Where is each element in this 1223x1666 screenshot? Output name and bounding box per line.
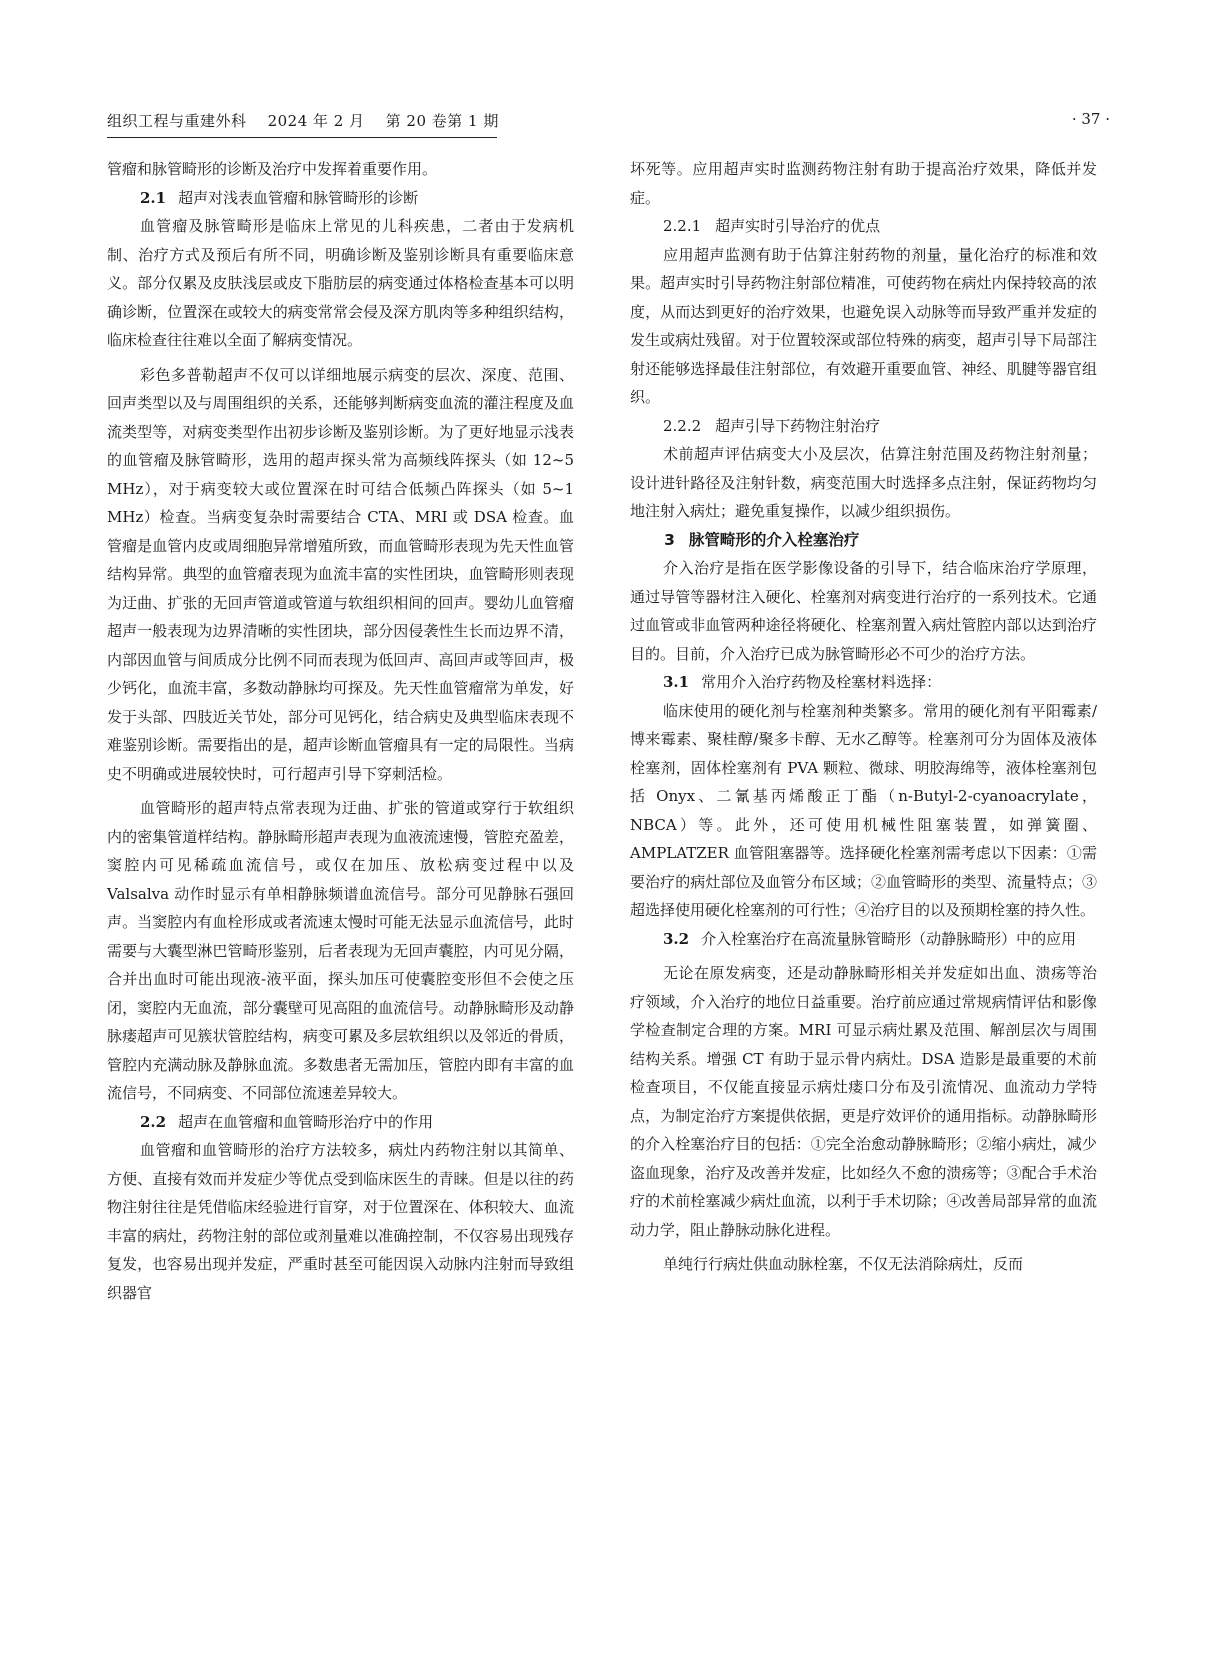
section-number: 3.2 (663, 929, 690, 948)
section-heading-2-2 (107, 1108, 574, 1137)
left-column (107, 155, 574, 1307)
paragraph: 术前超声评估病变大小及层次，估算注射范围及药物注射剂量；设计进针路径及注射针数，病变范围大时选择多点注射，保证药物均匀地注射入病灶；避免重复操作，以减少组织损伤。 (630, 445, 1097, 520)
journal-info: 组织工程与重建外科 2024 年 2 月 第 20 卷第 1 期 (107, 112, 499, 130)
section-title: 超声对浅表血管瘤和脉管畸形的诊断 (178, 188, 419, 207)
paragraph: 介入治疗是指在医学影像设备的引导下，结合临床治疗学原理，通过导管等器材注入硬化、栓塞剂对病变进行治疗的一系列技术。它通过血管或非血管两种途径将硬化、栓塞剂置入病灶管腔内部以达到治疗目的。目前，介入治疗已成为脉管畸形必不可少的治疗方法。 (630, 559, 1097, 663)
section-title: 介入栓塞治疗在高流量脉管畸形（动静脉畸形）中的应用 (701, 929, 1077, 948)
right-column (630, 155, 1097, 1279)
section-number: 2.2.2 (663, 416, 702, 435)
paragraph: 应用超声监测有助于估算注射药物的剂量，量化治疗的标准和效果。超声实时引导药物注射部位精准，可使药物在病灶内保持较高的浓度，从而达到更好的治疗效果，也避免误入动脉等而导致严重并发症的发生或病灶残留。对于位置较深或部位特殊的病变，超声引导下局部注射还能够选择最佳注射部位，有效避开重要血管、神经、肌腱等器官组织。 (630, 245, 1097, 406)
section-heading-2-2-1 (630, 212, 1097, 241)
paragraph: 坏死等。应用超声实时监测药物注射有助于提高治疗效果，降低并发症。 (630, 160, 1097, 207)
page-number: · 37 · (1071, 110, 1110, 128)
section-title: 超声在血管瘤和血管畸形治疗中的作用 (178, 1112, 434, 1131)
section-title: 常用介入治疗药物及栓塞材料选择： (701, 673, 942, 691)
section-title: 脉管畸形的介入栓塞治疗 (688, 530, 860, 549)
paragraph: 彩色多普勒超声不仅可以详细地展示病变的层次、深度、范围、回声类型以及与周围组织的关系，还能够判断病变血流的灌注程度及血流类型等，对病变类型作出初步诊断及鉴别诊断。为了更好地显示浅表的血管瘤及脉管畸形，选用的超声探头常为高频线阵探头（如 12~5 MHz），对于病变较大或位置深在时可结合低频凸阵探头（如 5~1 MHz）检查。当病变复杂时需要结合 CTA、MRI 或 DSA 检查。血管瘤是血管内皮或周细胞异常增殖所致，而血管畸形表现为先天性血管结构异常。典型的血管瘤表现为血流丰富的实性团块，血管畸形则表现为迂曲、扩张的无回声管道或管道与软组织相间的回声。婴幼儿血管瘤超声一般表现为边界清晰的实性团块，部分因侵袭性生长而边界不清，内部因血管与间质成分比例不同而表现为低回声、高回声或等回声，极少钙化，血流丰富，多数动静脉均可探及。先天性血管瘤常为单发，好发于头部、四肢近关节处，部分可见钙化，结合病史及典型临床表现不难鉴别诊断。需要指出的是，超声诊断血管瘤具有一定的局限性。当病史不明确或进展较快时，可行超声引导下穿刺活检。 (107, 365, 574, 783)
section-heading-2-1 (107, 184, 574, 213)
paragraph: 临床使用的硬化剂与栓塞剂种类繁多。常用的硬化剂有平阳霉素/博来霉素、聚桂醇/聚多卡醇、无水乙醇等。栓塞剂可分为固体及液体栓塞剂，固体栓塞剂有 PVA 颗粒、微球、明胶海绵等，液体栓塞剂包括 Onyx、二氰基丙烯酸正丁酯（n-Butyl-2-cyanoacrylate，NBCA）等。此外，还可使用机械性阻塞装置，如弹簧圈、AMPLATZER 血管阻塞器等。选择硬化栓塞剂需考虑以下因素：①需要治疗的病灶部位及血管分布区域；②血管畸形的类型、流量特点；③超选择使用硬化栓塞剂的可行性；④治疗目的以及预期栓塞的持久性。 (630, 701, 1097, 919)
section-heading-2-2-2 (630, 412, 1097, 441)
section-number: 3.1 (663, 673, 690, 691)
paragraph: 无论在原发病变，还是动静脉畸形相关并发症如出血、溃疡等治疗领域，介入治疗的地位日益重要。治疗前应通过常规病情评估和影像学检查制定合理的方案。MRI 可显示病灶累及范围、解剖层次与周围结构关系。增强 CT 有助于显示骨内病灶。DSA 造影是最重要的术前检查项目，不仅能直接显示病灶瘘口分布及引流情况、血流动力学特点，为制定治疗方案提供依据，更是疗效评价的通用指标。动静脉畸形的介入栓塞治疗目的包括：①完全治愈动静脉畸形；②缩小病灶，减少盗血现象，治疗及改善并发症，比如经久不愈的溃疡等；③配合手术治疗的术前栓塞减少病灶血流，以利于手术切除；④改善局部异常的血流动力学，阻止静脉动脉化进程。 (630, 964, 1097, 1239)
paragraph: 血管瘤和血管畸形的治疗方法较多，病灶内药物注射以其简单、方便、直接有效而并发症少等优点受到临床医生的青睐。但是以往的药物注射往往是凭借临床经验进行盲穿，对于位置深在、体积较大、血流丰富的病灶，药物注射的部位或剂量难以准确控制，不仅容易出现残存复发，也容易出现并发症，严重时甚至可能因误入动脉内注射而导致组织器官 (107, 1141, 574, 1302)
section-title: 超声实时引导治疗的优点 (715, 217, 881, 235)
section-number: 3 (664, 530, 675, 549)
running-header (107, 110, 1110, 140)
paragraph: 血管瘤及脉管畸形是临床上常见的儿科疾患，二者由于发病机制、治疗方式及预后有所不同，明确诊断及鉴别诊断具有重要临床意义。部分仅累及皮肤浅层或皮下脂肪层的病变通过体格检查基本可以明确诊断，位置深在或较大的病变常常会侵及深方肌肉等多种组织结构，临床检查往往难以全面了解病变情况。 (107, 217, 574, 349)
section-heading-3-2 (630, 925, 1097, 954)
section-title: 超声引导下药物注射治疗 (715, 416, 881, 435)
paragraph: 血管畸形的超声特点常表现为迂曲、扩张的管道或穿行于软组织内的密集管道样结构。静脉畸形超声表现为血液流速慢，管腔充盈差，窦腔内可见稀疏血流信号，或仅在加压、放松病变过程中以及 Valsalva 动作时显示有单相静脉频谱血流信号。部分可见静脉石强回声。当窦腔内有血栓形成或者流速太慢时可能无法显示血流信号，此时需要与大囊型淋巴管畸形鉴别，后者表现为无回声囊腔，内可见分隔，合并出血时可能出现液-液平面，探头加压可使囊腔变形但不会使之压闭，窦腔内无血流，部分囊壁可见高阻的血流信号。动静脉畸形及动静脉瘘超声可见簇状管腔结构，病变可累及多层软组织以及邻近的骨质，管腔内充满动脉及静脉血流。多数患者无需加压，管腔内即有丰富的血流信号，不同病变、不同部位流速差异较大。 (107, 799, 574, 1102)
paragraph: 单纯行行病灶供血动脉栓塞，不仅无法消除病灶，反而 (663, 1255, 1024, 1273)
section-heading-3 (630, 526, 1097, 555)
header-rule (107, 137, 497, 138)
section-heading-3-1 (630, 668, 1097, 697)
section-number: 2.1 (140, 188, 167, 207)
paragraph: 管瘤和脉管畸形的诊断及治疗中发挥着重要作用。 (107, 160, 438, 178)
section-number: 2.2 (140, 1112, 167, 1131)
section-number: 2.2.1 (663, 217, 702, 235)
